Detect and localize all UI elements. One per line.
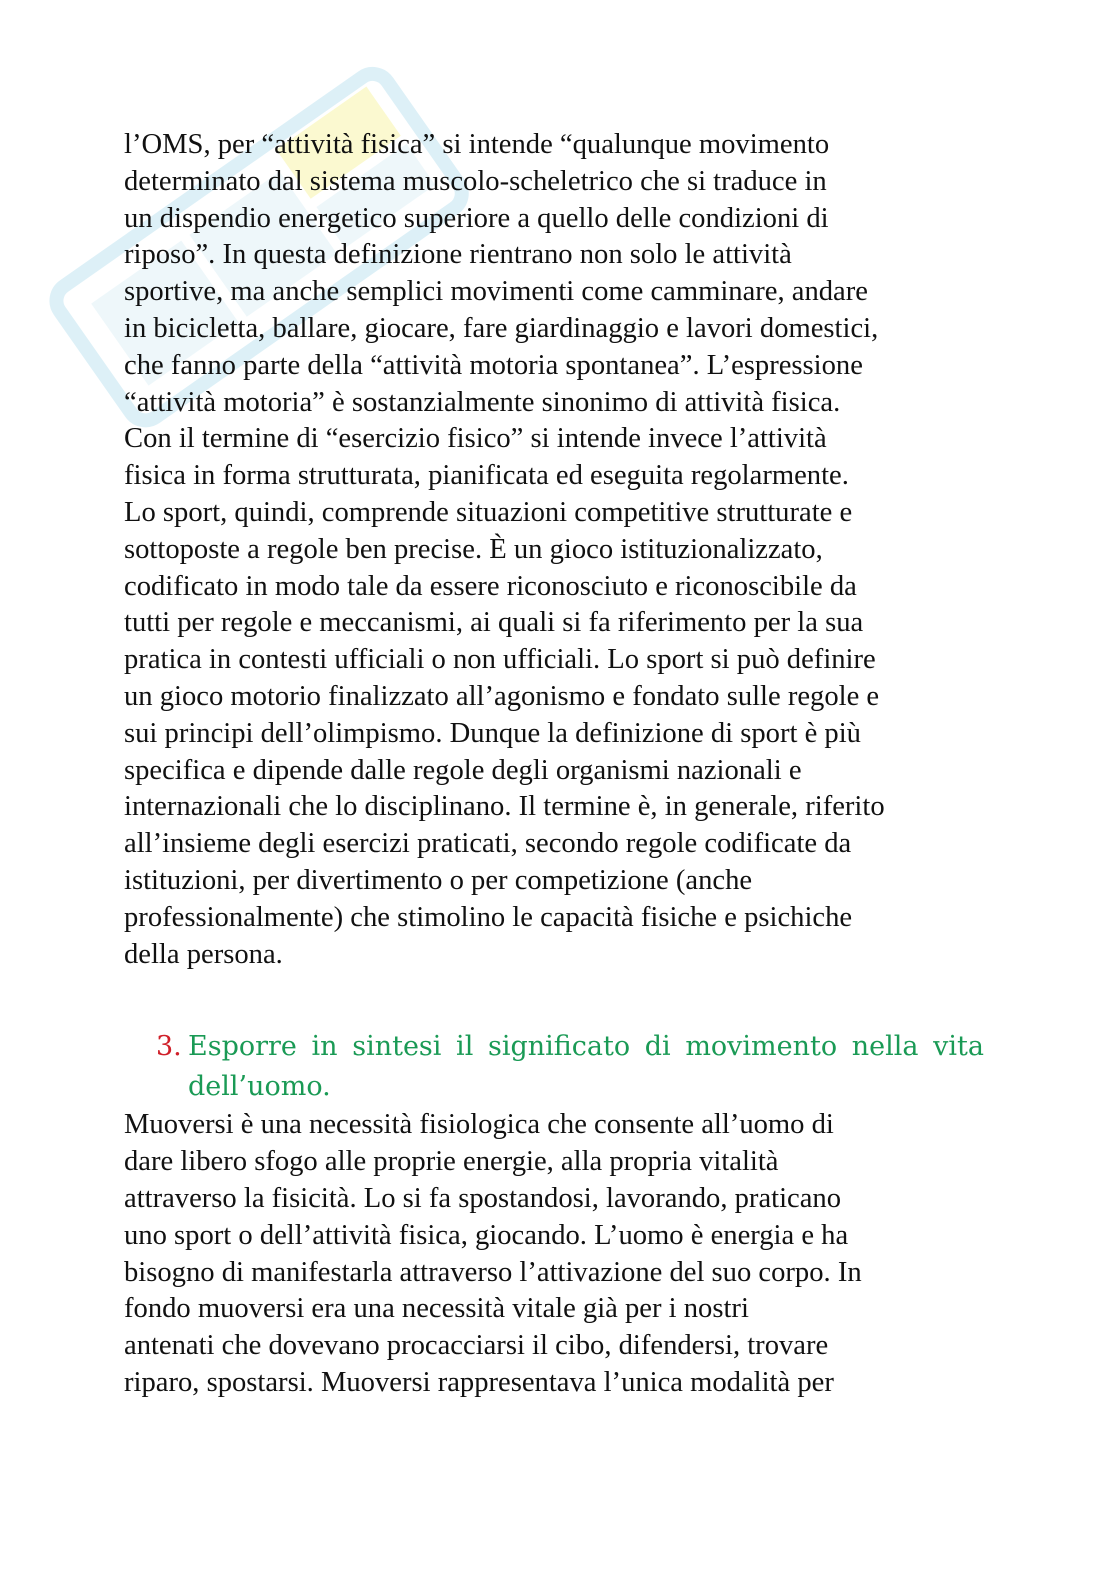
text-line: un gioco motorio finalizzato all’agonismo e fondato sulle regole e bbox=[124, 680, 880, 712]
text-line: sportive, ma anche semplici movimenti come camminare, andare bbox=[124, 276, 868, 308]
text-line: all’insieme degli esercizi praticati, secondo regole codificate da bbox=[124, 828, 852, 860]
text-line: sui principi dell’olimpismo. Dunque la definizione di sport è più bbox=[124, 717, 861, 749]
document-body bbox=[124, 127, 1004, 1402]
question-text-line: dell’uomo. bbox=[188, 1071, 331, 1103]
text-line: professionalmente) che stimolino le capacità fisiche e psichiche bbox=[124, 901, 853, 933]
text-line: fisica in forma strutturata, pianificata ed eseguita regolarmente. bbox=[124, 460, 849, 492]
text-line: l’OMS, per “attività fisica” si intende “qualunque movimento bbox=[124, 129, 830, 160]
text-line: internazionali che lo disciplinano. Il termine è, in generale, riferito bbox=[124, 791, 885, 823]
text-line: specifica e dipende dalle regole degli organismi nazionali e bbox=[124, 754, 802, 786]
text-line: in bicicletta, ballare, giocare, fare giardinaggio e lavori domestici, bbox=[124, 312, 879, 344]
question-number: 3. bbox=[156, 1031, 182, 1063]
text-line: un dispendio energetico superiore a quello delle condizioni di bbox=[124, 202, 829, 234]
text-line: della persona. bbox=[124, 938, 283, 970]
text-line: tutti per regole e meccanismi, ai quali si fa riferimento per la sua bbox=[124, 607, 864, 639]
paragraph-definition bbox=[124, 127, 1004, 973]
text-line: fondo muoversi era una necessità vitale già per i nostri bbox=[124, 1293, 749, 1325]
text-line: attraverso la fisicità. Lo si fa spostandosi, lavorando, praticano bbox=[124, 1182, 842, 1214]
paragraph-answer bbox=[124, 1107, 1004, 1401]
text-line: bisogno di manifestarla attraverso l’attivazione del suo corpo. In bbox=[124, 1256, 862, 1288]
text-line: dare libero sfogo alle proprie energie, alla propria vitalità bbox=[124, 1146, 779, 1178]
text-line: antenati che dovevano procacciarsi il cibo, difendersi, trovare bbox=[124, 1330, 829, 1362]
question-heading bbox=[124, 1027, 1004, 1107]
text-line: che fanno parte della “attività motoria spontanea”. L’espressione bbox=[124, 349, 863, 381]
text-line: Muoversi è una necessità fisiologica che consente all’uomo di bbox=[124, 1109, 834, 1141]
text-line: riparo, spostarsi. Muoversi rappresentava l’unica modalità per bbox=[124, 1366, 834, 1398]
text-line: pratica in contesti ufficiali o non ufficiali. Lo sport si può definire bbox=[124, 644, 876, 676]
text-line: Lo sport, quindi, comprende situazioni competitive strutturate e bbox=[124, 496, 853, 528]
text-line: “attività motoria” è sostanzialmente sinonimo di attività fisica. bbox=[124, 386, 841, 418]
text-line: determinato dal sistema muscolo-scheletrico che si traduce in bbox=[124, 165, 827, 197]
text-line: uno sport o dell’attività fisica, giocando. L’uomo è energia e ha bbox=[124, 1219, 849, 1251]
text-line: codificato in modo tale da essere riconosciuto e riconoscibile da bbox=[124, 570, 857, 602]
text-line: riposo”. In questa definizione rientrano non solo le attività bbox=[124, 239, 792, 271]
text-line: sottoposte a regole ben precise. È un gioco istituzionalizzato, bbox=[124, 533, 823, 565]
text-line: Con il termine di “esercizio fisico” si intende invece l’attività bbox=[124, 423, 827, 455]
text-line: istituzioni, per divertimento o per competizione (anche bbox=[124, 864, 753, 896]
question-text-line: Esporre in sintesi il significato di movimento nella vita bbox=[188, 1031, 984, 1063]
